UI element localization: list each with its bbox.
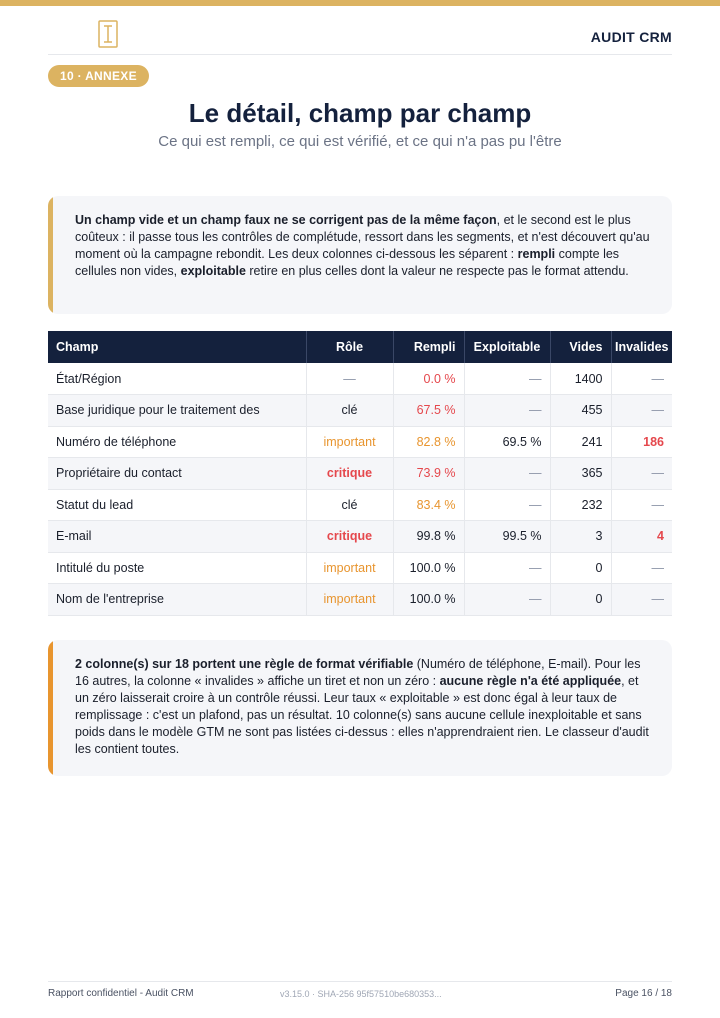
cell-champ: Intitulé du poste bbox=[48, 552, 306, 584]
note-bold-lead: 2 colonne(s) sur 18 portent une règle de format vérifiable bbox=[75, 657, 414, 671]
intro-callout bbox=[48, 196, 672, 314]
table-row bbox=[48, 489, 672, 521]
header-role: Rôle bbox=[306, 331, 393, 363]
cell-invalides: — bbox=[611, 395, 672, 427]
cell-role: clé bbox=[306, 489, 393, 521]
pillar-logo-icon bbox=[98, 20, 118, 48]
note-bold-rule: aucune règle n'a été appliquée bbox=[439, 674, 622, 688]
table-row bbox=[48, 521, 672, 553]
table-row bbox=[48, 552, 672, 584]
footer-left-text: Rapport confidentiel - Audit CRM bbox=[48, 988, 194, 999]
cell-invalides: — bbox=[611, 489, 672, 521]
cell-champ: État/Région bbox=[48, 363, 306, 395]
intro-bold-rempli: rempli bbox=[517, 247, 556, 261]
top-accent-bar bbox=[0, 0, 720, 6]
cell-rempli: 82.8 % bbox=[393, 426, 464, 458]
table-row bbox=[48, 584, 672, 616]
cell-champ: E-mail bbox=[48, 521, 306, 553]
callout-accent-bar bbox=[48, 196, 53, 314]
footer-version-hash: v3.15.0 · SHA-256 95f57510be680353... bbox=[280, 989, 442, 999]
page-number: Page 16 / 18 bbox=[615, 988, 672, 999]
cell-rempli: 83.4 % bbox=[393, 489, 464, 521]
header-title: AUDIT CRM bbox=[590, 29, 672, 45]
cell-champ: Nom de l'entreprise bbox=[48, 584, 306, 616]
note-text-1: (Numéro de téléphone, E-mail). Pour les 16 autres, la colonne « invalides » affiche un tiret et non un zéro : bbox=[75, 657, 641, 688]
intro-bold-lead: Un champ vide et un champ faux ne se corrigent pas de la même façon bbox=[75, 213, 497, 227]
cell-champ: Propriétaire du contact bbox=[48, 458, 306, 490]
section-badge: 10 · ANNEXE bbox=[48, 65, 149, 87]
fields-table bbox=[48, 331, 672, 616]
cell-invalides: — bbox=[611, 363, 672, 395]
table-row bbox=[48, 395, 672, 427]
note-callout bbox=[48, 640, 672, 776]
cell-vides: 365 bbox=[550, 458, 611, 490]
cell-champ: Base juridique pour le traitement des bbox=[48, 395, 306, 427]
cell-vides: 0 bbox=[550, 584, 611, 616]
intro-callout-text bbox=[48, 196, 672, 280]
note-callout-text bbox=[48, 640, 672, 758]
cell-invalides: — bbox=[611, 584, 672, 616]
page-header bbox=[48, 18, 672, 55]
cell-champ: Statut du lead bbox=[48, 489, 306, 521]
cell-vides: 3 bbox=[550, 521, 611, 553]
cell-rempli: 67.5 % bbox=[393, 395, 464, 427]
cell-vides: 455 bbox=[550, 395, 611, 427]
table-header-row bbox=[48, 331, 672, 363]
cell-vides: 0 bbox=[550, 552, 611, 584]
header-champ: Champ bbox=[48, 331, 306, 363]
cell-exploitable: — bbox=[464, 489, 550, 521]
cell-role: important bbox=[306, 552, 393, 584]
intro-text-2: compte les cellules non vides, bbox=[75, 247, 620, 278]
callout-accent-bar bbox=[48, 640, 53, 776]
cell-role: — bbox=[306, 363, 393, 395]
cell-champ: Numéro de téléphone bbox=[48, 426, 306, 458]
intro-text-3: retire en plus celles dont la valeur ne respecte pas le format attendu. bbox=[245, 264, 629, 278]
page-subtitle: Ce qui est rempli, ce qui est vérifié, et ce qui n'a pas pu l'être bbox=[158, 133, 562, 150]
table-row bbox=[48, 458, 672, 490]
cell-rempli: 99.8 % bbox=[393, 521, 464, 553]
intro-bold-exploitable: exploitable bbox=[180, 264, 246, 278]
cell-exploitable: — bbox=[464, 552, 550, 584]
cell-invalides: — bbox=[611, 458, 672, 490]
intro-text-1: , et le second est le plus coûteux : il passe tous les contrôles de complétude, ressort dans les segments, et n'est découvert qu'au moment où la campagne rebondit. Les deux colonnes ci-dessous les séparent : bbox=[75, 213, 650, 261]
page-footer bbox=[48, 981, 672, 1005]
header-vides: Vides bbox=[550, 331, 611, 363]
cell-exploitable: 99.5 % bbox=[464, 521, 550, 553]
cell-role: important bbox=[306, 426, 393, 458]
cell-role: critique bbox=[306, 521, 393, 553]
cell-vides: 1400 bbox=[550, 363, 611, 395]
cell-invalides: — bbox=[611, 552, 672, 584]
note-text-2: , et un zéro laisserait croire à un contrôle réussi. Leur taux « exploitable » est donc égal à leur taux de remplissage : c'est un plafond, pas un résultat. 10 colonne(s) sans aucune cellule inexploitable et sans poids dans le modèle GTM ne sont pas listées ci-dessus : elles n'apprendraient rien. Le classeur d'audit les contient toutes. bbox=[75, 674, 649, 756]
cell-role: critique bbox=[306, 458, 393, 490]
page-title: Le détail, champ par champ bbox=[188, 98, 532, 128]
cell-role: clé bbox=[306, 395, 393, 427]
cell-role: important bbox=[306, 584, 393, 616]
cell-exploitable: — bbox=[464, 363, 550, 395]
cell-rempli: 100.0 % bbox=[393, 584, 464, 616]
cell-exploitable: — bbox=[464, 584, 550, 616]
cell-exploitable: — bbox=[464, 395, 550, 427]
cell-rempli: 100.0 % bbox=[393, 552, 464, 584]
cell-rempli: 0.0 % bbox=[393, 363, 464, 395]
table-row bbox=[48, 363, 672, 395]
table-row bbox=[48, 426, 672, 458]
cell-vides: 241 bbox=[550, 426, 611, 458]
cell-rempli: 73.9 % bbox=[393, 458, 464, 490]
header-exploitable: Exploitable bbox=[464, 331, 550, 363]
cell-vides: 232 bbox=[550, 489, 611, 521]
cell-exploitable: 69.5 % bbox=[464, 426, 550, 458]
cell-invalides: 4 bbox=[611, 521, 672, 553]
header-rempli: Rempli bbox=[393, 331, 464, 363]
cell-invalides: 186 bbox=[611, 426, 672, 458]
cell-exploitable: — bbox=[464, 458, 550, 490]
header-invalides: Invalides bbox=[611, 331, 672, 363]
